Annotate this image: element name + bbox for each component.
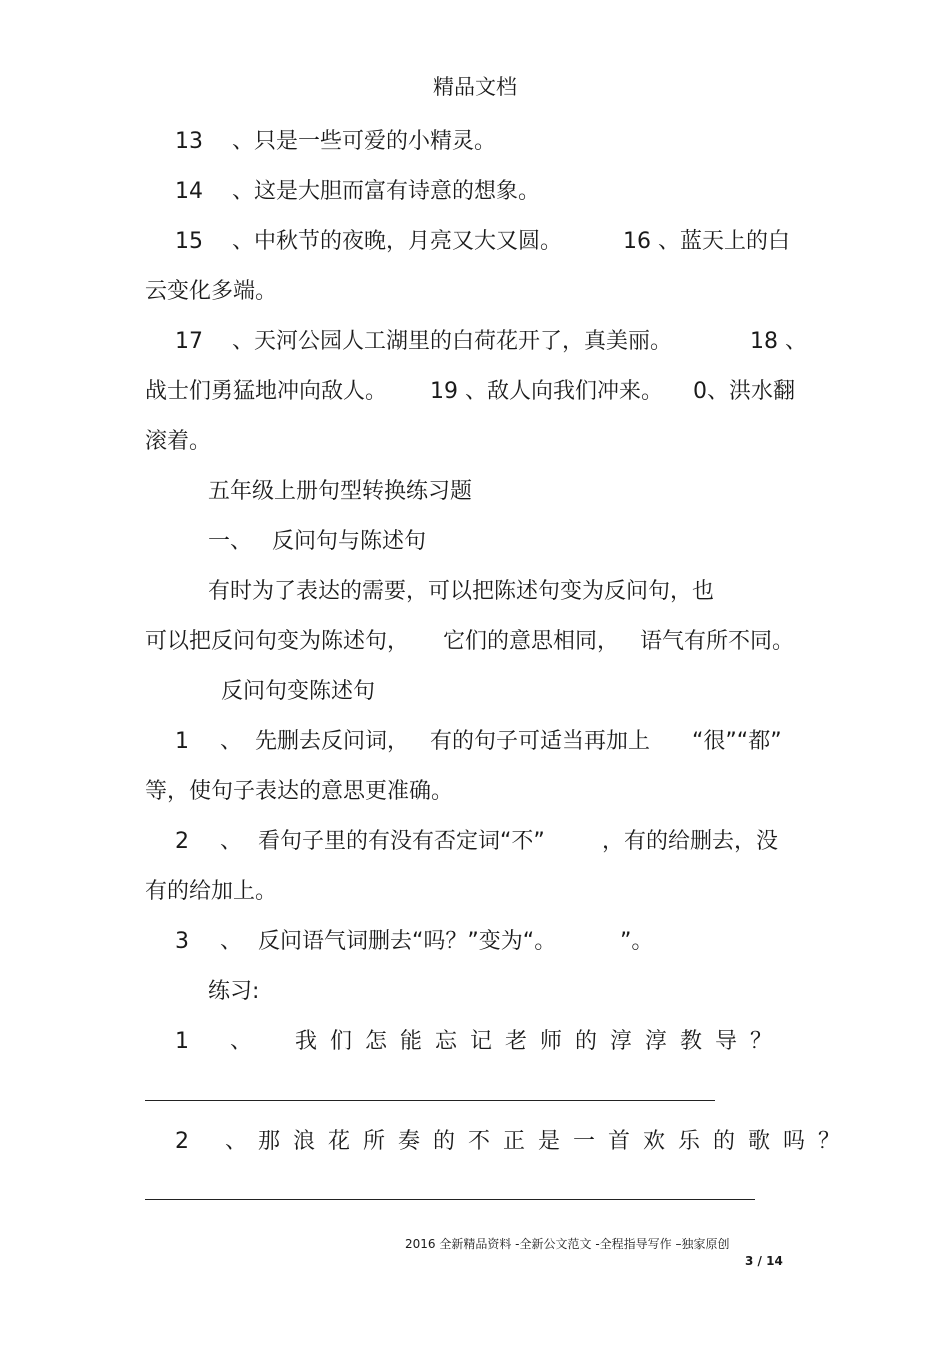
line-text: 战士们勇猛地冲向敌人。 xyxy=(145,379,388,404)
item-text-2: 有的句子可适当再加上 xyxy=(430,729,651,754)
answer-line xyxy=(145,1100,715,1101)
line-text-3: 语气有所不同。 xyxy=(640,629,795,654)
item-text: 先删去反问词， xyxy=(255,729,410,754)
answer-line xyxy=(145,1199,755,1200)
item-separator: 、 xyxy=(230,1029,253,1054)
item-number: 1 xyxy=(175,1029,189,1054)
item-number: 3 xyxy=(175,929,189,954)
footer-text: 2016 全新精品资料 -全新公文范文 -全程指导写作 –独家原创 xyxy=(405,1237,730,1251)
item-text-2: ，有的给删去，没 xyxy=(602,829,779,854)
item-text: 、中秋节的夜晚，月亮又大又圆。 xyxy=(232,229,563,254)
item-text: 反问语气词删去“吗？”变为“。 xyxy=(258,929,557,954)
item-number: 2 xyxy=(175,829,189,854)
line-text-2: 它们的意思相同， xyxy=(443,629,620,654)
item-separator: 、 xyxy=(220,829,243,854)
item-text: 我们怎能忘记老师的淳淳教导？ xyxy=(295,1029,786,1054)
item-number: 17 xyxy=(175,329,203,354)
line-text: 等，使句子表达的意思更准确。 xyxy=(145,779,454,804)
item-number: 1 xyxy=(175,729,189,754)
item-separator: 、 xyxy=(220,729,243,754)
subsection-text: 反问句与陈述句 xyxy=(272,529,427,554)
item-separator: 、 xyxy=(225,1129,248,1154)
section-title-text: 五年级上册句型转换练习题 xyxy=(208,479,473,504)
item-16-text: 16 、蓝天上的白 xyxy=(623,229,790,254)
page-header: 精品文档 xyxy=(433,75,517,99)
line-text: 云变化多端。 xyxy=(145,279,278,304)
line-text: 可以把反问句变为陈述句， xyxy=(145,629,410,654)
line-text: 有时为了表达的需要，可以把陈述句变为反问句，也 xyxy=(208,579,715,604)
item-text: 、这是大胆而富有诗意的想象。 xyxy=(232,179,541,204)
item-text-3: “很”“都” xyxy=(692,729,782,754)
item-20-text: 0、洪水翻 xyxy=(693,379,795,404)
rule-heading-text: 反问句变陈述句 xyxy=(221,679,376,704)
item-18-number: 18 、 xyxy=(750,329,807,354)
item-19-text: 19 、敌人向我们冲来。 xyxy=(430,379,663,404)
item-number: 14 xyxy=(175,179,203,204)
item-number: 2 xyxy=(175,1129,189,1154)
item-text: 看句子里的有没有否定词“不” xyxy=(258,829,545,854)
line-text: 滚着。 xyxy=(145,429,212,454)
line-text: 有的给加上。 xyxy=(145,879,278,904)
item-separator: 、 xyxy=(220,929,243,954)
item-text: 那浪花所奏的不正是一首欢乐的歌吗？ xyxy=(258,1129,854,1154)
item-number: 15 xyxy=(175,229,203,254)
item-number: 13 xyxy=(175,129,203,154)
item-text-2: ”。 xyxy=(620,929,654,954)
item-text: 、只是一些可爱的小精灵。 xyxy=(232,129,497,154)
exercise-heading-text: 练习: xyxy=(208,979,260,1004)
item-text: 、天河公园人工湖里的白荷花开了，真美丽。 xyxy=(232,329,673,354)
page-number: 3 / 14 xyxy=(745,1254,783,1268)
subsection-number: 一、 xyxy=(208,529,253,554)
